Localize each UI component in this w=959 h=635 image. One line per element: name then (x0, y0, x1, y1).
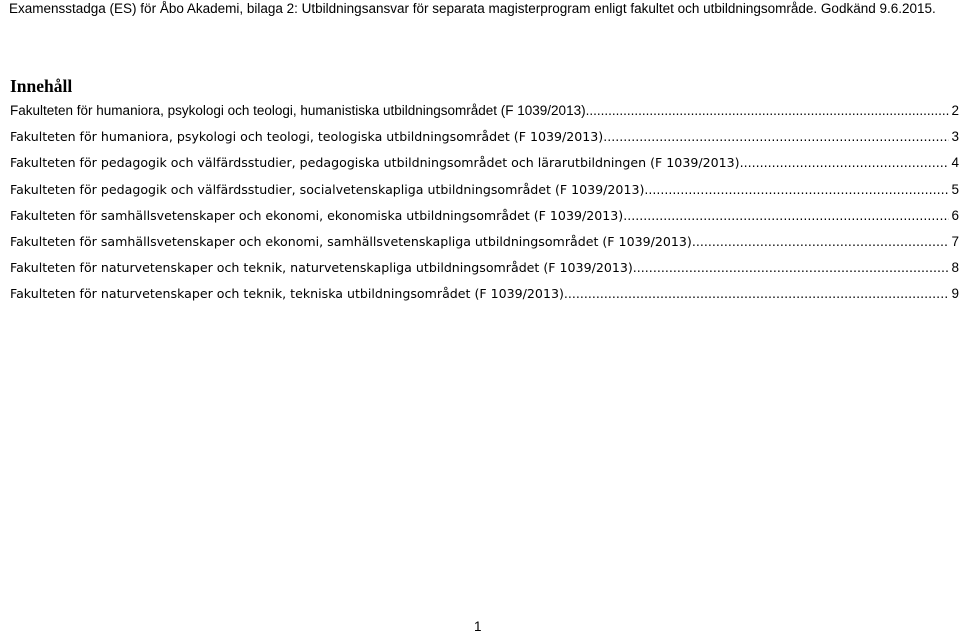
toc-entry[interactable] (10, 284, 959, 310)
toc-entry[interactable] (10, 153, 959, 179)
toc-entry-page: 5 (951, 181, 959, 197)
page-number: 1 (474, 619, 482, 634)
toc-entry-page: 7 (951, 233, 959, 249)
toc-entry[interactable] (10, 180, 959, 206)
toc-entry-page: 9 (951, 286, 959, 302)
toc-dot-leader (633, 258, 950, 278)
page-header: Examensstadga (ES) för Åbo Akademi, bilaga 2: Utbildningsansvar för separata magisterprogram enligt fakultet och utbildningsområde. Godkänd 9.6.2015. (9, 1, 936, 16)
toc-entry-text: Fakulteten för naturvetenskaper och teknik, tekniska utbildningsområdet (F 1039/2013) (10, 286, 564, 302)
toc-dot-leader (564, 284, 950, 304)
toc-entry-page: 4 (951, 155, 959, 171)
toc-dot-leader (644, 180, 949, 200)
toc-entry[interactable] (10, 232, 959, 258)
toc-dot-leader (692, 232, 950, 252)
toc-entry-text: Fakulteten för humaniora, psykologi och teologi, teologiska utbildningsområdet (F 1039/2013) (10, 129, 604, 145)
toc-entry-page: 3 (951, 129, 959, 145)
toc-entry-text: Fakulteten för pedagogik och välfärdsstudier, socialvetenskapliga utbildningsområdet (F 1039/2013) (10, 181, 645, 197)
toc-entry-text: Fakulteten för pedagogik och välfärdsstudier, pedagogiska utbildningsområdet och lärarutbildningen (F 1039/2013) (10, 155, 740, 171)
toc-entry[interactable] (10, 258, 959, 284)
toc-dot-leader (740, 153, 950, 173)
toc-entry-text: Fakulteten för samhällsvetenskaper och ekonomi, samhällsvetenskapliga utbildningsområdet (F 1039/2013) (10, 233, 692, 249)
toc-dot-leader (586, 101, 950, 121)
toc-entry[interactable] (10, 127, 959, 153)
toc-entry-page: 6 (951, 207, 959, 223)
table-of-contents (10, 101, 959, 311)
toc-entry-page: 8 (951, 260, 959, 276)
toc-entry[interactable] (10, 101, 959, 127)
toc-entry[interactable] (10, 206, 959, 232)
toc-entry-text: Fakulteten för humaniora, psykologi och teologi, humanistiska utbildningsområdet (F 1039/2013) (10, 103, 586, 118)
toc-entry-page: 2 (951, 103, 959, 118)
toc-dot-leader (603, 127, 949, 147)
toc-title: Innehåll (10, 76, 73, 96)
toc-dot-leader (623, 206, 949, 226)
toc-entry-text: Fakulteten för naturvetenskaper och teknik, naturvetenskapliga utbildningsområdet (F 1039/2013) (10, 260, 633, 276)
toc-entry-text: Fakulteten för samhällsvetenskaper och ekonomi, ekonomiska utbildningsområdet (F 1039/2013) (10, 207, 624, 223)
